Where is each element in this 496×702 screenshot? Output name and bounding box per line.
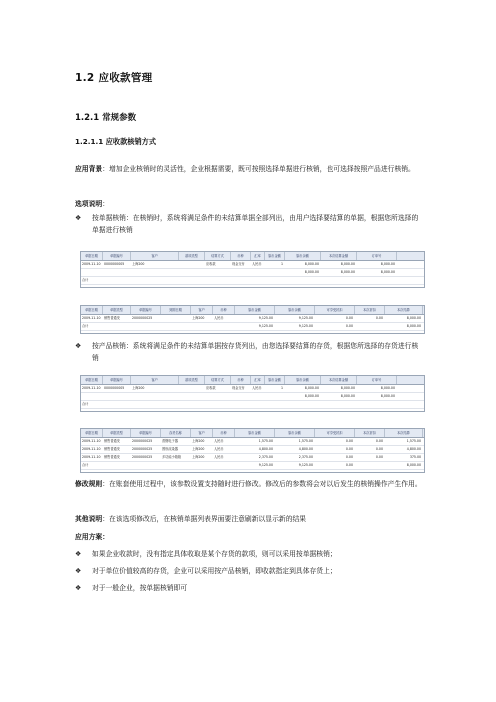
table-cell — [252, 269, 263, 276]
table-cell: 8,000.00 — [304, 270, 319, 274]
table-cell: 0.00 — [345, 455, 353, 459]
table-cell: 2000000025 — [132, 439, 153, 443]
grid-header — [81, 429, 424, 438]
table-cell — [206, 393, 229, 400]
table-cell: 0.00 — [375, 439, 383, 443]
grid-column-header[interactable]: 客户 — [131, 376, 179, 384]
grid-column-header[interactable]: 单据编号 — [103, 252, 131, 260]
grid-by-document-invoices — [80, 305, 425, 334]
table-cell — [162, 323, 189, 330]
diamond-bullet-icon: ❖ — [75, 584, 82, 592]
table-row[interactable] — [81, 401, 424, 409]
table-row[interactable] — [81, 454, 424, 462]
grid-header — [81, 306, 424, 315]
bullet-plan-1-text: 如果企业收款时，没有指定具体收取是某个存货的款项，则可以采用按单据核销； — [92, 550, 337, 558]
table-cell — [180, 277, 203, 284]
table-cell — [358, 277, 395, 284]
grid-column-header[interactable]: 原币金额 — [235, 429, 275, 437]
bullet-plan-2 — [75, 566, 423, 578]
rule-label: 修改规则 — [75, 480, 103, 488]
table-row[interactable] — [81, 393, 424, 401]
section-heading-1-2-1: 1.2.1 常规参数 — [75, 113, 137, 123]
diamond-bullet-icon: ❖ — [75, 214, 82, 222]
table-cell — [180, 261, 203, 268]
table-cell: 0000000005 — [104, 262, 125, 266]
table-cell: 8,000.00 — [406, 324, 421, 328]
table-cell — [132, 462, 159, 469]
plan-paragraph — [75, 532, 423, 544]
table-cell: 现金支付 — [232, 262, 245, 266]
grid-header — [81, 376, 424, 385]
background-text: ：增加企业核销时的灵活性，企业根据需要，既可按照选择单据进行核销，也可选择按照产品进行核销。 — [102, 165, 415, 173]
bullet-plan-3-text: 对于一般企业，按单据核销即可 — [92, 584, 188, 592]
table-cell: 2,375.00 — [258, 455, 273, 459]
table-cell: 人民币 — [214, 455, 224, 459]
grid-column-header[interactable]: 单据日期 — [81, 429, 103, 437]
grid-column-header[interactable]: 客户 — [191, 306, 213, 314]
table-cell — [104, 462, 129, 469]
table-cell: 4,800.00 — [258, 447, 273, 451]
table-cell: 0.00 — [345, 439, 353, 443]
table-cell — [82, 393, 101, 400]
grid-column-header[interactable]: 单据编号 — [103, 376, 131, 384]
table-cell — [232, 401, 249, 408]
background-paragraph — [75, 164, 423, 176]
table-cell — [252, 393, 263, 400]
table-cell — [132, 401, 177, 408]
grid-column-header[interactable]: 单据类型 — [103, 429, 131, 437]
table-cell: 8,000.00 — [340, 270, 355, 274]
table-cell — [322, 277, 355, 284]
table-cell — [180, 385, 203, 392]
table-cell: 多功能小箱箱 — [162, 455, 182, 459]
table-cell — [104, 323, 129, 330]
table-cell — [132, 323, 159, 330]
table-cell: 9,125.00 — [258, 324, 273, 328]
table-cell: 上海200 — [192, 447, 205, 451]
table-cell: 8,000.00 — [380, 394, 395, 398]
diamond-bullet-icon: ❖ — [75, 567, 82, 575]
grid-column-header[interactable]: 本次结算 — [385, 429, 423, 437]
table-row[interactable] — [81, 323, 424, 331]
table-cell: 2009-11-10 — [82, 455, 101, 459]
grid-column-header[interactable]: 原币余额 — [275, 306, 315, 314]
table-cell: 9,125.00 — [258, 463, 273, 467]
grid-column-header[interactable]: 结算方式 — [205, 252, 231, 260]
bullet-plan-2-text: 对于单位价值较高的存货，企业可以采用按产品核销，即收款指定到具体存货上； — [92, 567, 337, 575]
options-colon: ： — [102, 200, 109, 208]
table-cell: 现金支付 — [232, 386, 245, 390]
table-cell: 8,000.00 — [304, 262, 319, 266]
table-cell — [104, 401, 129, 408]
grid-column-header[interactable]: 原币金额 — [265, 376, 285, 384]
table-cell: 9,125.00 — [298, 316, 313, 320]
table-cell: 人民币 — [214, 316, 224, 320]
grid-column-header[interactable]: 本次结算 — [385, 306, 423, 314]
table-cell — [232, 393, 249, 400]
grid-column-header[interactable]: 本次结算金额 — [321, 252, 357, 260]
table-cell — [206, 277, 229, 284]
grid-column-header[interactable]: 币种 — [231, 252, 251, 260]
table-cell — [322, 401, 355, 408]
grid-column-header[interactable]: 币种 — [213, 306, 235, 314]
grid-column-header[interactable]: 汇率 — [251, 252, 265, 260]
table-cell: 2000000025 — [132, 447, 153, 451]
grid-column-header[interactable]: 客户 — [131, 252, 179, 260]
other-label: 其他说明 — [75, 515, 103, 523]
table-row[interactable] — [81, 269, 424, 277]
table-cell — [180, 269, 203, 276]
table-cell: 9,125.00 — [298, 463, 313, 467]
bullet-by-document — [75, 213, 423, 236]
grid-column-header[interactable]: 到期日期 — [161, 306, 191, 314]
table-cell — [252, 401, 263, 408]
grid-column-header[interactable]: 客户 — [191, 429, 213, 437]
table-cell: 合计 — [82, 402, 89, 406]
table-cell: 普钢电子器 — [162, 439, 178, 443]
table-cell — [358, 401, 395, 408]
table-cell: 2000000025 — [132, 455, 153, 459]
grid-column-header[interactable]: 单据类型 — [103, 306, 131, 314]
grid-column-header[interactable]: 可享受折扣 — [315, 429, 355, 437]
bullet-by-document-text: 按单据核销：在核销时，系统将满足条件的未结算单据全部列出，由用户选择要结算的单据，根据您所选择的单据进行核销 — [92, 214, 419, 234]
table-cell — [162, 462, 189, 469]
table-cell: 8,000.00 — [406, 463, 421, 467]
table-cell — [232, 277, 249, 284]
table-cell: 人民币 — [214, 439, 224, 443]
bullet-by-product-text: 按产品核销：系统将满足条件的未结算单据按存货列出，由您选择要结算的存货，根据您所选择的存货进行核销 — [92, 342, 419, 362]
bullet-plan-3 — [75, 583, 423, 595]
table-cell — [82, 269, 101, 276]
table-cell — [132, 393, 177, 400]
table-cell: 2,375.00 — [298, 455, 313, 459]
table-cell — [266, 269, 283, 276]
table-cell — [192, 323, 211, 330]
bullet-plan-1 — [75, 549, 423, 561]
table-cell: 合计 — [82, 278, 89, 282]
grid-column-header[interactable]: 本次结算金额 — [321, 376, 357, 384]
table-cell — [286, 277, 319, 284]
grid-column-header[interactable]: 单据编号 — [131, 429, 161, 437]
grid-column-header[interactable]: 原币余额 — [275, 429, 315, 437]
plan-label: 应用方案 — [75, 533, 103, 541]
table-cell: 8,000.00 — [406, 316, 421, 320]
grid-column-header[interactable]: 单据日期 — [81, 306, 103, 314]
table-cell: 2009-11-10 — [82, 447, 101, 451]
table-cell: 8,000.00 — [340, 262, 355, 266]
grid-column-header[interactable]: 本次折扣 — [355, 306, 385, 314]
options-paragraph — [75, 199, 423, 211]
grid-column-header[interactable]: 汇率 — [251, 376, 265, 384]
table-cell — [214, 462, 233, 469]
table-cell: 1,575.00 — [258, 439, 273, 443]
grid-column-header[interactable]: 币种 — [213, 429, 235, 437]
grid-by-document-payments — [80, 251, 425, 288]
grid-by-product-invoices — [80, 428, 425, 473]
table-cell — [104, 393, 129, 400]
table-row[interactable] — [81, 446, 424, 454]
grid-column-header[interactable]: 订单号 — [357, 252, 397, 260]
section-heading-1-2: 1.2 应收款管理 — [75, 72, 153, 84]
table-cell — [252, 277, 263, 284]
table-cell: 9,125.00 — [258, 316, 273, 320]
table-cell: 375.00 — [409, 455, 421, 459]
table-cell: 4,800.00 — [406, 447, 421, 451]
grid-column-header[interactable]: 存货名称 — [161, 429, 191, 437]
table-cell: 上海200 — [192, 316, 205, 320]
table-cell: 应收款 — [206, 262, 216, 266]
table-cell — [214, 323, 233, 330]
table-cell: 合计 — [82, 463, 89, 467]
table-cell: 2000000025 — [132, 316, 153, 320]
table-cell: 上海200 — [132, 262, 145, 266]
table-row[interactable] — [81, 438, 424, 446]
other-text: ：在该选项修改后，在核销单据列表界面要注意刷新以显示新的结果 — [102, 515, 307, 523]
table-cell: 上海200 — [192, 455, 205, 459]
other-paragraph — [75, 514, 423, 526]
table-cell: 9,125.00 — [298, 324, 313, 328]
grid-column-header[interactable]: 款项类型 — [179, 252, 205, 260]
table-cell: 2009-11-10 — [82, 439, 101, 443]
plan-colon: ： — [102, 533, 109, 541]
table-cell: 2009-11-10 — [82, 262, 101, 266]
background-label: 应用背景 — [75, 165, 103, 173]
table-cell — [132, 277, 177, 284]
grid-column-header[interactable]: 原币金额 — [265, 252, 285, 260]
grid-column-header[interactable]: 本次折扣 — [355, 429, 385, 437]
table-cell: 销售普通发 — [104, 447, 120, 451]
table-cell — [180, 401, 203, 408]
table-cell: 0.00 — [345, 463, 353, 467]
table-cell: 8,000.00 — [304, 386, 319, 390]
table-cell: 销售普通发 — [104, 439, 120, 443]
table-cell: 8,000.00 — [380, 270, 395, 274]
table-cell — [232, 269, 249, 276]
table-cell: 人民币 — [214, 447, 224, 451]
table-cell — [206, 269, 229, 276]
table-cell: 0.00 — [375, 316, 383, 320]
options-label: 选项说明 — [75, 200, 103, 208]
table-cell — [192, 462, 211, 469]
table-cell — [132, 269, 177, 276]
grid-column-header[interactable]: 单据编号 — [131, 306, 161, 314]
table-cell: 0.00 — [345, 447, 353, 451]
grid-column-header[interactable]: 可享受折扣 — [315, 306, 355, 314]
table-cell: 1,575.00 — [406, 439, 421, 443]
table-cell — [266, 277, 283, 284]
table-cell: 4,800.00 — [298, 447, 313, 451]
grid-column-header[interactable]: 原币余额 — [285, 252, 321, 260]
grid-column-header[interactable]: 款项类型 — [179, 376, 205, 384]
table-cell: 8,000.00 — [340, 386, 355, 390]
table-cell: 1,575.00 — [298, 439, 313, 443]
grid-by-product-payments — [80, 375, 425, 412]
grid-column-header[interactable]: 订单号 — [357, 376, 397, 384]
bullet-by-product — [75, 341, 423, 364]
table-cell — [180, 393, 203, 400]
table-cell: 上海200 — [132, 386, 145, 390]
grid-header — [81, 252, 424, 261]
rule-text: ：在账套使用过程中，该参数设置支持随时进行修改。修改后的参数将会对以后发生的核销操作产生作用。 — [102, 480, 422, 488]
table-cell: 0000000005 — [104, 386, 125, 390]
table-cell: 8,000.00 — [380, 262, 395, 266]
diamond-bullet-icon: ❖ — [75, 342, 82, 350]
table-cell: 8,000.00 — [340, 394, 355, 398]
table-row[interactable] — [81, 277, 424, 285]
table-cell: 销售普通发 — [104, 316, 120, 320]
table-cell: 8,000.00 — [304, 394, 319, 398]
table-cell: 1 — [280, 386, 283, 390]
table-row[interactable] — [81, 385, 424, 393]
table-cell: 上海200 — [192, 439, 205, 443]
table-cell: 0.00 — [345, 324, 353, 328]
table-cell: 图形渲染器 — [162, 447, 178, 451]
table-cell: 人民币 — [252, 386, 262, 390]
grid-column-header[interactable]: 结算方式 — [205, 376, 231, 384]
grid-column-header[interactable]: 币种 — [231, 376, 251, 384]
table-cell — [266, 393, 283, 400]
table-row[interactable] — [81, 315, 424, 323]
section-heading-1-2-1-1: 1.2.1.1 应收款核销方式 — [75, 137, 157, 146]
table-cell — [104, 269, 129, 276]
diamond-bullet-icon: ❖ — [75, 550, 82, 558]
table-cell: 8,000.00 — [380, 386, 395, 390]
table-cell: 合计 — [82, 324, 89, 328]
table-cell: 0.00 — [375, 447, 383, 451]
table-cell — [104, 277, 129, 284]
table-cell — [356, 323, 383, 330]
grid-column-header[interactable]: 原币余额 — [285, 376, 321, 384]
table-cell: 2009-11-10 — [82, 316, 101, 320]
table-cell — [266, 401, 283, 408]
table-cell — [356, 462, 383, 469]
table-row[interactable] — [81, 462, 424, 470]
table-row[interactable] — [81, 261, 424, 269]
grid-column-header[interactable]: 原币金额 — [235, 306, 275, 314]
table-cell: 0.00 — [345, 316, 353, 320]
table-cell — [162, 315, 189, 322]
table-cell — [206, 401, 229, 408]
grid-column-header[interactable]: 单据日期 — [81, 376, 103, 384]
grid-column-header[interactable]: 单据日期 — [81, 252, 103, 260]
table-cell: 0.00 — [375, 455, 383, 459]
table-cell: 销售普通发 — [104, 455, 120, 459]
table-cell: 应收款 — [206, 386, 216, 390]
table-cell — [286, 401, 319, 408]
table-cell: 1 — [280, 262, 283, 266]
table-cell: 2009-11-10 — [82, 386, 101, 390]
rule-paragraph — [75, 479, 423, 491]
table-cell: 人民币 — [252, 262, 262, 266]
